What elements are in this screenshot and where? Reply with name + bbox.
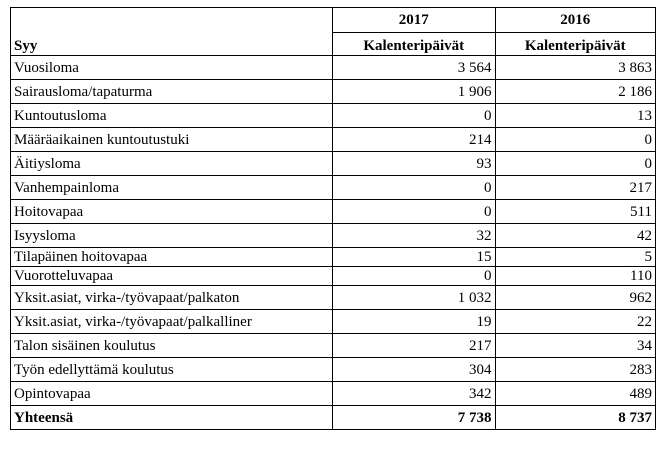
row-label: Hoitovapaa — [11, 200, 333, 224]
value-2016: 22 — [495, 310, 655, 334]
total-row — [11, 406, 656, 430]
value-2017: 1 032 — [332, 286, 495, 310]
header-row-units — [11, 33, 656, 56]
row-label: Vanhempainloma — [11, 176, 333, 200]
value-2016: 2 186 — [495, 80, 655, 104]
value-2016: 511 — [495, 200, 655, 224]
value-2017: 19 — [332, 310, 495, 334]
row-label: Isyysloma — [11, 224, 333, 248]
table-row — [11, 104, 656, 128]
header-blank-cell — [11, 8, 333, 33]
table-row — [11, 128, 656, 152]
value-2016: 217 — [495, 176, 655, 200]
value-2016: 5 — [495, 248, 655, 267]
value-2016: 0 — [495, 152, 655, 176]
value-2017: 0 — [332, 200, 495, 224]
table-row — [11, 56, 656, 80]
value-2017: 32 — [332, 224, 495, 248]
value-2016: 34 — [495, 334, 655, 358]
row-label: Talon sisäinen koulutus — [11, 334, 333, 358]
value-2017: 214 — [332, 128, 495, 152]
value-2016: 0 — [495, 128, 655, 152]
table-row — [11, 248, 656, 267]
value-2017: 0 — [332, 104, 495, 128]
row-label: Kuntoutusloma — [11, 104, 333, 128]
table-row — [11, 176, 656, 200]
value-2017: 304 — [332, 358, 495, 382]
row-label: Opintovapaa — [11, 382, 333, 406]
value-2017: 3 564 — [332, 56, 495, 80]
row-label: Vuorotteluvapaa — [11, 267, 333, 286]
value-2017: 1 906 — [332, 80, 495, 104]
table-row — [11, 334, 656, 358]
total-label: Yhteensä — [11, 406, 333, 430]
unit-2017-header: Kalenteripäivät — [332, 33, 495, 56]
table-row — [11, 382, 656, 406]
value-2016: 42 — [495, 224, 655, 248]
value-2016: 283 — [495, 358, 655, 382]
unit-2016-header: Kalenteripäivät — [495, 33, 655, 56]
table-row — [11, 310, 656, 334]
row-label: Yksit.asiat, virka-/työvapaat/palkalliner — [11, 310, 333, 334]
value-2017: 0 — [332, 176, 495, 200]
year-2016-header: 2016 — [495, 8, 655, 33]
table-row — [11, 80, 656, 104]
row-label: Yksit.asiat, virka-/työvapaat/palkaton — [11, 286, 333, 310]
row-label: Työn edellyttämä koulutus — [11, 358, 333, 382]
value-2016: 962 — [495, 286, 655, 310]
table-row — [11, 152, 656, 176]
row-label: Määräaikainen kuntoutustuki — [11, 128, 333, 152]
table-row — [11, 358, 656, 382]
total-2017: 7 738 — [332, 406, 495, 430]
value-2016: 13 — [495, 104, 655, 128]
value-2016: 3 863 — [495, 56, 655, 80]
value-2017: 0 — [332, 267, 495, 286]
row-label: Äitiysloma — [11, 152, 333, 176]
absence-days-table — [10, 7, 656, 430]
row-label: Vuosiloma — [11, 56, 333, 80]
table-row — [11, 286, 656, 310]
table-row — [11, 224, 656, 248]
table-row — [11, 200, 656, 224]
table-row — [11, 267, 656, 286]
row-label: Tilapäinen hoitovapaa — [11, 248, 333, 267]
value-2017: 342 — [332, 382, 495, 406]
reason-column-header: Syy — [11, 33, 333, 56]
value-2016: 110 — [495, 267, 655, 286]
year-2017-header: 2017 — [332, 8, 495, 33]
value-2017: 15 — [332, 248, 495, 267]
header-row-years — [11, 8, 656, 33]
total-2016: 8 737 — [495, 406, 655, 430]
value-2017: 217 — [332, 334, 495, 358]
row-label: Sairausloma/tapaturma — [11, 80, 333, 104]
value-2016: 489 — [495, 382, 655, 406]
value-2017: 93 — [332, 152, 495, 176]
